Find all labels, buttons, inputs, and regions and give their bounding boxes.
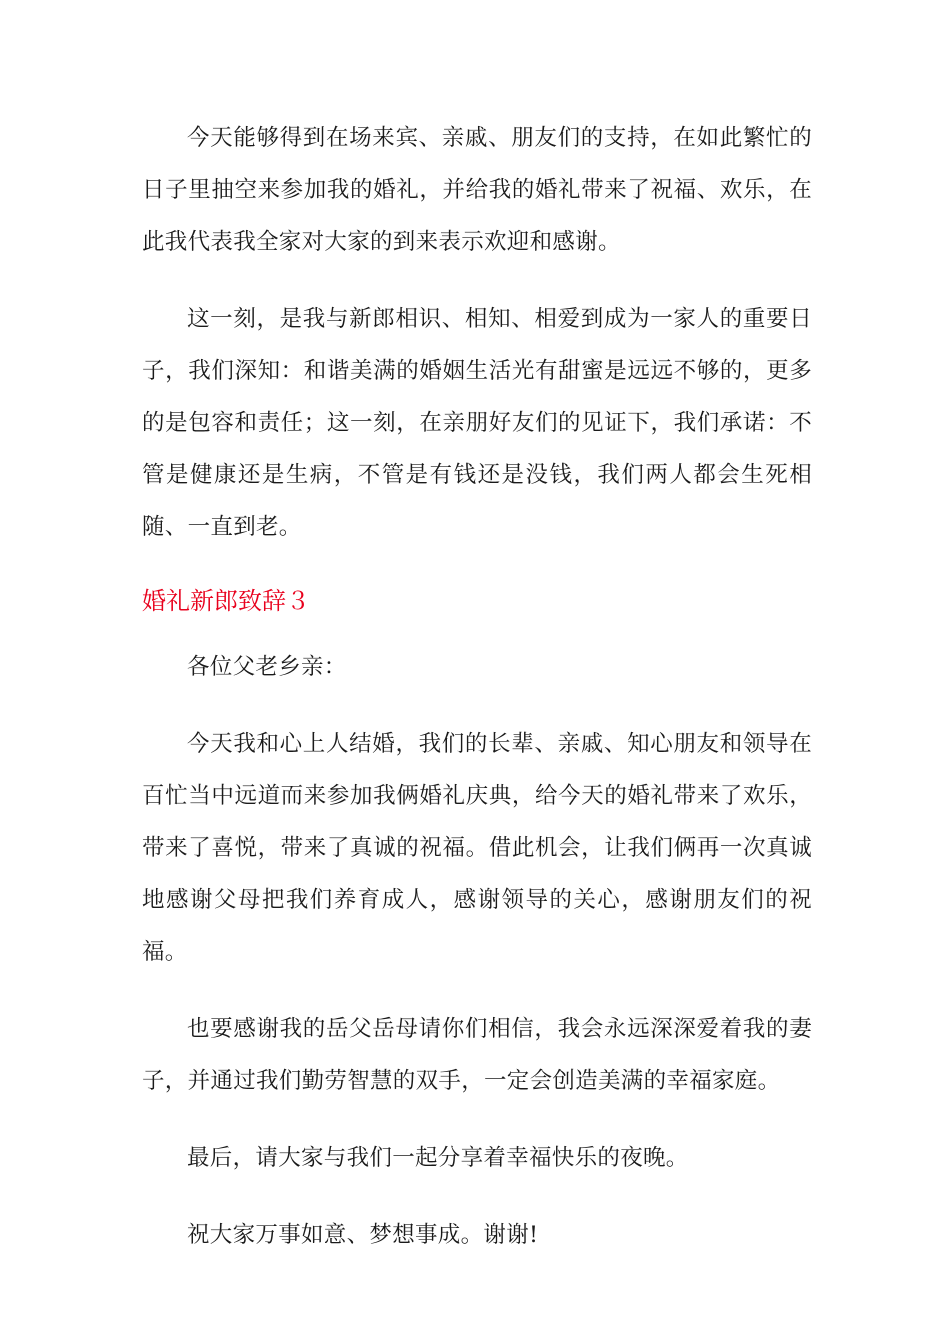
document-body [142, 112, 812, 1286]
paragraph-vow: 这一刻，是我与新郎相识、相知、相爱到成为一家人的重要日子，我们深知：和谐美满的婚姻生活光有甜蜜是远远不够的，更多的是包容和责任；这一刻，在亲朋好友们的见证下，我们承诺：不管是健康还是生病，不管是有钱还是没钱，我们两人都会生死相随、一直到老。 [142, 306, 812, 540]
paragraph-wishes: 祝大家万事如意、梦想事成。谢谢! [187, 1222, 539, 1248]
paragraph-thanks: 今天我和心上人结婚，我们的长辈、亲戚、知心朋友和领导在百忙当中远道而来参加我俩婚礼庆典，给今天的婚礼带来了欢乐，带来了喜悦，带来了真诚的祝福。借此机会，让我们俩再一次真诚地感谢父母把我们养育成人，感谢领导的关心，感谢朋友们的祝福。 [142, 731, 812, 965]
paragraph-salutation: 各位父老乡亲： [187, 654, 347, 680]
paragraph-in-laws: 也要感谢我的岳父岳母请你们相信，我会永远深深爱着我的妻子，并通过我们勤劳智慧的双手，一定会创造美满的幸福家庭。 [142, 1016, 812, 1094]
paragraph-welcome: 今天能够得到在场来宾、亲戚、朋友们的支持，在如此繁忙的日子里抽空来参加我的婚礼，并给我的婚礼带来了祝福、欢乐，在此我代表我全家对大家的到来表示欢迎和感谢。 [142, 125, 812, 255]
paragraph-closing: 最后，请大家与我们一起分享着幸福快乐的夜晚。 [187, 1145, 689, 1171]
section-heading: 婚礼新郎致辞３ [142, 587, 310, 615]
